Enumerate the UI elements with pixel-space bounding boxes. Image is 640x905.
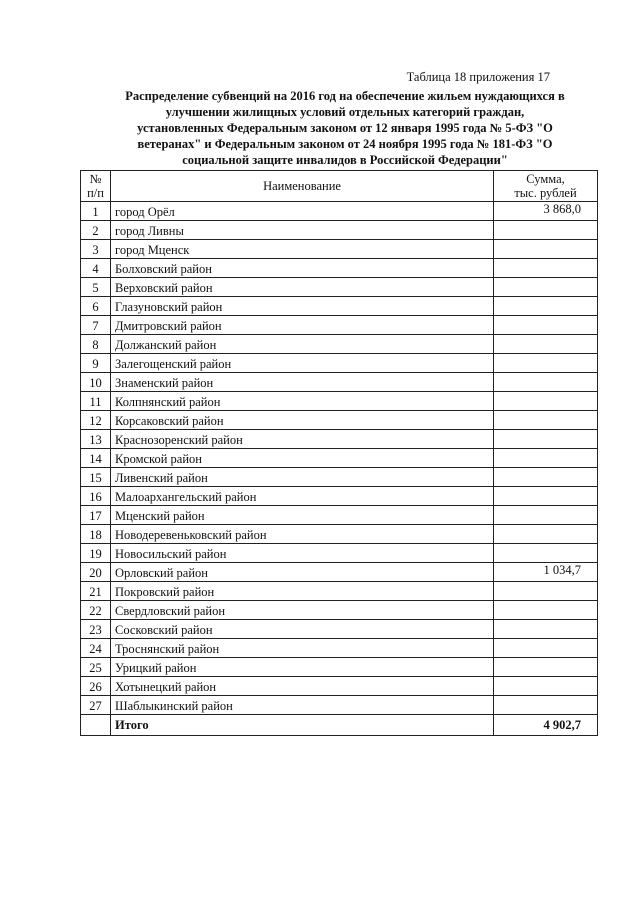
row-sum xyxy=(494,468,598,487)
row-number: 27 xyxy=(81,696,111,715)
row-number: 22 xyxy=(81,601,111,620)
row-sum xyxy=(494,373,598,392)
row-number: 9 xyxy=(81,354,111,373)
row-number: 20 xyxy=(81,563,111,582)
row-name: Краснозоренский район xyxy=(111,430,494,449)
table-row xyxy=(81,354,598,373)
row-number: 15 xyxy=(81,468,111,487)
header-number-line2: п/п xyxy=(87,186,104,200)
row-name: Новосильский район xyxy=(111,544,494,563)
row-sum xyxy=(494,658,598,677)
row-name: Верховский район xyxy=(111,278,494,297)
total-label: Итого xyxy=(111,715,494,736)
table-row xyxy=(81,563,598,582)
row-name: город Орёл xyxy=(111,202,494,221)
row-name: Дмитровский район xyxy=(111,316,494,335)
row-sum xyxy=(494,335,598,354)
row-sum xyxy=(494,639,598,658)
row-name: Знаменский район xyxy=(111,373,494,392)
total-number-cell xyxy=(81,715,111,736)
row-number: 6 xyxy=(81,297,111,316)
document-title xyxy=(110,88,580,168)
row-number: 25 xyxy=(81,658,111,677)
row-name: Покровский район xyxy=(111,582,494,601)
row-name: Ливенский район xyxy=(111,468,494,487)
title-line: улучшении жилищных условий отдельных категорий граждан, xyxy=(165,105,525,119)
title-line: Распределение субвенций на 2016 год на обеспечение жильем нуждающихся в xyxy=(125,89,565,103)
row-sum xyxy=(494,430,598,449)
row-sum xyxy=(494,354,598,373)
table-row xyxy=(81,449,598,468)
header-number xyxy=(81,171,111,202)
title-line: ветеранах" и Федеральным законом от 24 ноября 1995 года № 181-ФЗ "О xyxy=(137,137,553,151)
row-name: Должанский район xyxy=(111,335,494,354)
row-sum xyxy=(494,506,598,525)
row-name: Залегощенский район xyxy=(111,354,494,373)
row-name: город Ливны xyxy=(111,221,494,240)
row-number: 10 xyxy=(81,373,111,392)
table-caption: Таблица 18 приложения 17 xyxy=(406,70,550,84)
row-name: Мценский район xyxy=(111,506,494,525)
row-name: Корсаковский район xyxy=(111,411,494,430)
subsidy-table xyxy=(80,170,598,736)
table-row xyxy=(81,297,598,316)
row-number: 23 xyxy=(81,620,111,639)
table-row xyxy=(81,582,598,601)
table-row xyxy=(81,525,598,544)
row-number: 24 xyxy=(81,639,111,658)
table-row xyxy=(81,601,598,620)
table-row xyxy=(81,278,598,297)
title-line: социальной защите инвалидов в Российской Федерации" xyxy=(182,153,508,167)
table-row xyxy=(81,221,598,240)
row-number: 18 xyxy=(81,525,111,544)
row-number: 19 xyxy=(81,544,111,563)
row-sum xyxy=(494,297,598,316)
header-sum-line2: тыс. рублей xyxy=(514,186,577,200)
row-name: Малоархангельский район xyxy=(111,487,494,506)
row-number: 12 xyxy=(81,411,111,430)
table-row xyxy=(81,259,598,278)
row-sum xyxy=(494,582,598,601)
row-sum xyxy=(494,259,598,278)
row-name: Свердловский район xyxy=(111,601,494,620)
table-row xyxy=(81,639,598,658)
row-number: 17 xyxy=(81,506,111,525)
header-sum-line1: Сумма, xyxy=(526,172,565,186)
row-number: 26 xyxy=(81,677,111,696)
table-row xyxy=(81,202,598,221)
table-row xyxy=(81,658,598,677)
row-sum xyxy=(494,601,598,620)
row-sum xyxy=(494,620,598,639)
table-row xyxy=(81,620,598,639)
row-sum xyxy=(494,525,598,544)
row-number: 1 xyxy=(81,202,111,221)
row-number: 14 xyxy=(81,449,111,468)
title-line: установленных Федеральным законом от 12 января 1995 года № 5-ФЗ "О xyxy=(137,121,553,135)
row-name: Глазуновский район xyxy=(111,297,494,316)
row-sum xyxy=(494,487,598,506)
header-name: Наименование xyxy=(111,171,494,202)
table-row xyxy=(81,392,598,411)
row-number: 3 xyxy=(81,240,111,259)
total-row xyxy=(81,715,598,736)
row-number: 21 xyxy=(81,582,111,601)
row-sum xyxy=(494,278,598,297)
row-sum xyxy=(494,411,598,430)
row-number: 2 xyxy=(81,221,111,240)
row-sum xyxy=(494,544,598,563)
row-name: Сосковский район xyxy=(111,620,494,639)
row-name: Новодеревеньковский район xyxy=(111,525,494,544)
row-sum xyxy=(494,221,598,240)
row-sum xyxy=(494,316,598,335)
table-row xyxy=(81,411,598,430)
row-name: Кромской район xyxy=(111,449,494,468)
table-row xyxy=(81,677,598,696)
row-name: город Мценск xyxy=(111,240,494,259)
row-name: Шаблыкинский район xyxy=(111,696,494,715)
row-sum xyxy=(494,240,598,259)
row-number: 7 xyxy=(81,316,111,335)
row-number: 4 xyxy=(81,259,111,278)
row-name: Колпнянский район xyxy=(111,392,494,411)
table-row xyxy=(81,487,598,506)
table-row xyxy=(81,696,598,715)
row-name: Хотынецкий район xyxy=(111,677,494,696)
table-row xyxy=(81,240,598,259)
row-name: Троснянский район xyxy=(111,639,494,658)
row-number: 16 xyxy=(81,487,111,506)
table-row xyxy=(81,430,598,449)
table-row xyxy=(81,335,598,354)
row-number: 5 xyxy=(81,278,111,297)
row-sum xyxy=(494,449,598,468)
table-header-row xyxy=(81,171,598,202)
row-number: 13 xyxy=(81,430,111,449)
row-name: Болховский район xyxy=(111,259,494,278)
row-sum: 1 034,7 xyxy=(494,563,598,582)
row-name: Орловский район xyxy=(111,563,494,582)
row-sum xyxy=(494,392,598,411)
header-sum xyxy=(494,171,598,202)
table-row xyxy=(81,468,598,487)
row-number: 11 xyxy=(81,392,111,411)
table-row xyxy=(81,373,598,392)
table-row xyxy=(81,544,598,563)
row-sum xyxy=(494,696,598,715)
row-name: Урицкий район xyxy=(111,658,494,677)
row-sum xyxy=(494,677,598,696)
table-body xyxy=(81,202,598,715)
row-sum: 3 868,0 xyxy=(494,202,598,221)
total-sum: 4 902,7 xyxy=(494,715,598,736)
header-number-line1: № xyxy=(89,172,102,186)
row-number: 8 xyxy=(81,335,111,354)
table-row xyxy=(81,316,598,335)
table-row xyxy=(81,506,598,525)
